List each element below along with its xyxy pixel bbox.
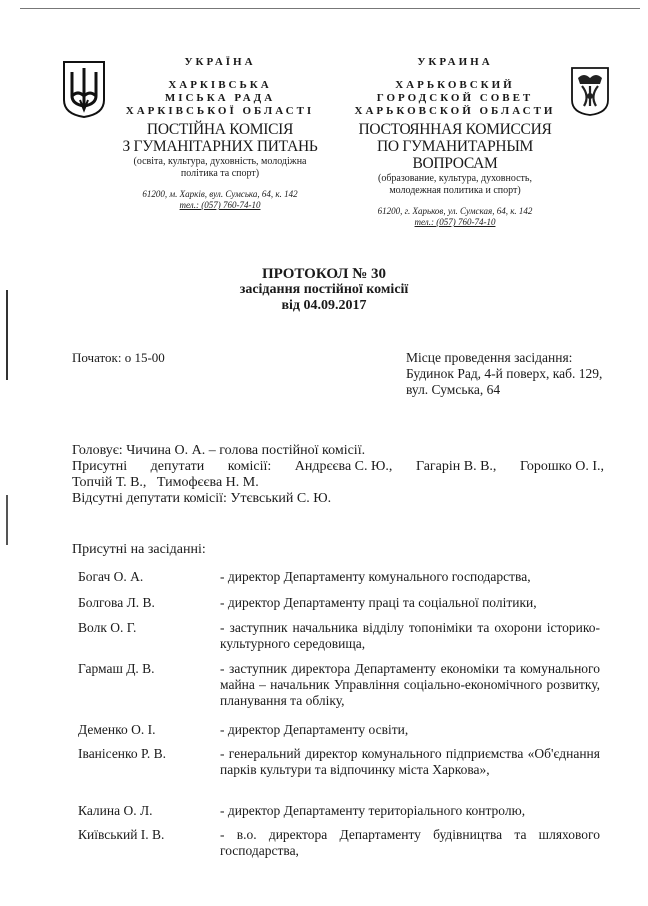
header-left-org-line1: ХАРКІВСЬКА: [168, 79, 272, 91]
invited-name: Волк О. Г.: [78, 620, 137, 635]
chair-line: Головує: Чичина О. А. – голова постійної комісії.: [72, 443, 366, 458]
meeting-start: Початок: о 15-00: [72, 350, 165, 365]
present-line1: [72, 459, 604, 475]
meeting-place-label: Місце проведення засідання:: [406, 350, 573, 365]
header-right-commission-line2: ПО ГУМАНИТАРНЫМ ВОПРОСАМ: [376, 138, 534, 172]
scan-margin-mark: [6, 290, 8, 380]
meeting-place: [406, 350, 636, 398]
header-right-commission-line1: ПОСТОЯННАЯ КОМИССИЯ: [358, 121, 552, 138]
invited-label: Присутні на засіданні:: [72, 542, 206, 557]
header-left-org-line2: МІСЬКА РАДА: [164, 92, 276, 104]
invited-name: Гармаш Д. В.: [78, 661, 155, 676]
header-left-commission-line2: З ГУМАНІТАРНИХ ПИТАНЬ: [122, 138, 318, 155]
header-left-phone: тел.: (057) 760-74-10: [179, 200, 261, 210]
present-person: Андрєєва С. Ю.,: [294, 459, 393, 474]
invited-role: - заступник директора Департаменту економіки та комунального майна – начальник Управління соціально-економічного розвитку, планування та обліку,: [220, 661, 600, 708]
scan-margin-mark: [6, 495, 8, 545]
header-right-scope-line1: (образование, культура, духовность,: [378, 173, 532, 184]
header-left-country: УКРАЇНА: [184, 56, 256, 68]
header-left-scope-line1: (освіта, культура, духовність, молодіжна: [133, 156, 307, 167]
invited-name: Болгова Л. В.: [78, 595, 155, 610]
protocol-heading: [100, 266, 548, 314]
invited-role: - генеральний директор комунального підприємства «Об'єднання парків культури та відпочинку міста Харкова»,: [220, 746, 600, 777]
invited-name: Київський І. В.: [78, 827, 165, 842]
invited-role: - заступник начальника відділу топоніміки та охорони історико-культурного середовища,: [220, 620, 600, 651]
present-label: Присутні: [72, 459, 128, 474]
invited-name: Богач О. А.: [78, 569, 144, 584]
attendance-block: [72, 443, 604, 507]
invited-name: Калина О. Л.: [78, 803, 153, 818]
present-word2: депутати: [150, 459, 205, 474]
invited-role: - в.о. директора Департаменту будівництва та шляхового господарства,: [220, 827, 600, 858]
header-right: [340, 56, 570, 228]
present-person: Гагарін В. В.,: [415, 459, 497, 474]
invited-role: - директор Департаменту праці та соціальної політики,: [220, 595, 537, 610]
scan-edge-line: [20, 8, 640, 9]
protocol-date: від 04.09.2017: [281, 298, 367, 313]
kharkiv-city-emblem: [570, 66, 610, 116]
header-right-org-line3: ХАРЬКОВСКОЙ ОБЛАСТИ: [354, 105, 556, 117]
absent-line: Відсутні депутати комісії: Утєвський С. Ю.: [72, 491, 332, 506]
header-right-address: 61200, г. Харьков, ул. Сумская, 64, к. 142: [377, 206, 533, 216]
ukraine-trident-emblem: [62, 60, 106, 118]
header-left-commission-line1: ПОСТІЙНА КОМІСІЯ: [146, 121, 294, 138]
header-left-org-line3: ХАРКІВСЬКОЇ ОБЛАСТІ: [125, 105, 315, 117]
header-left-address: 61200, м. Харків, вул. Сумська, 64, к. 142: [142, 189, 298, 199]
meeting-place-line1: Будинок Рад, 4-й поверх, каб. 129,: [406, 366, 603, 381]
invited-name: Деменко О. І.: [78, 722, 156, 737]
invited-role: - директор Департаменту комунального господарства,: [220, 569, 531, 584]
present-line2: Топчій Т. В., Тимофєєва Н. М.: [72, 475, 259, 490]
invited-role: - директор Департаменту територіального контролю,: [220, 803, 526, 818]
header-left: [110, 56, 330, 211]
header-right-org-line1: ХАРЬКОВСКИЙ: [395, 79, 515, 91]
invited-name: Іванісенко Р. В.: [78, 746, 166, 761]
present-word3: комісії:: [227, 459, 272, 474]
invited-role: - директор Департаменту освіти,: [220, 722, 409, 737]
header-left-scope-line2: політика та спорт): [180, 168, 260, 179]
header-right-scope-line2: молодежная политика и спорт): [389, 185, 521, 196]
protocol-title: ПРОТОКОЛ № 30: [261, 266, 387, 282]
header-right-org-line2: ГОРОДСКОЙ СОВЕТ: [376, 92, 534, 104]
header-right-country: УКРАИНА: [417, 56, 493, 68]
header-right-phone: тел.: (057) 760-74-10: [414, 217, 496, 227]
protocol-subtitle: засідання постійної комісії: [239, 282, 409, 297]
present-person: Горошко О. І.,: [519, 459, 604, 474]
meeting-place-line2: вул. Сумська, 64: [406, 382, 501, 397]
